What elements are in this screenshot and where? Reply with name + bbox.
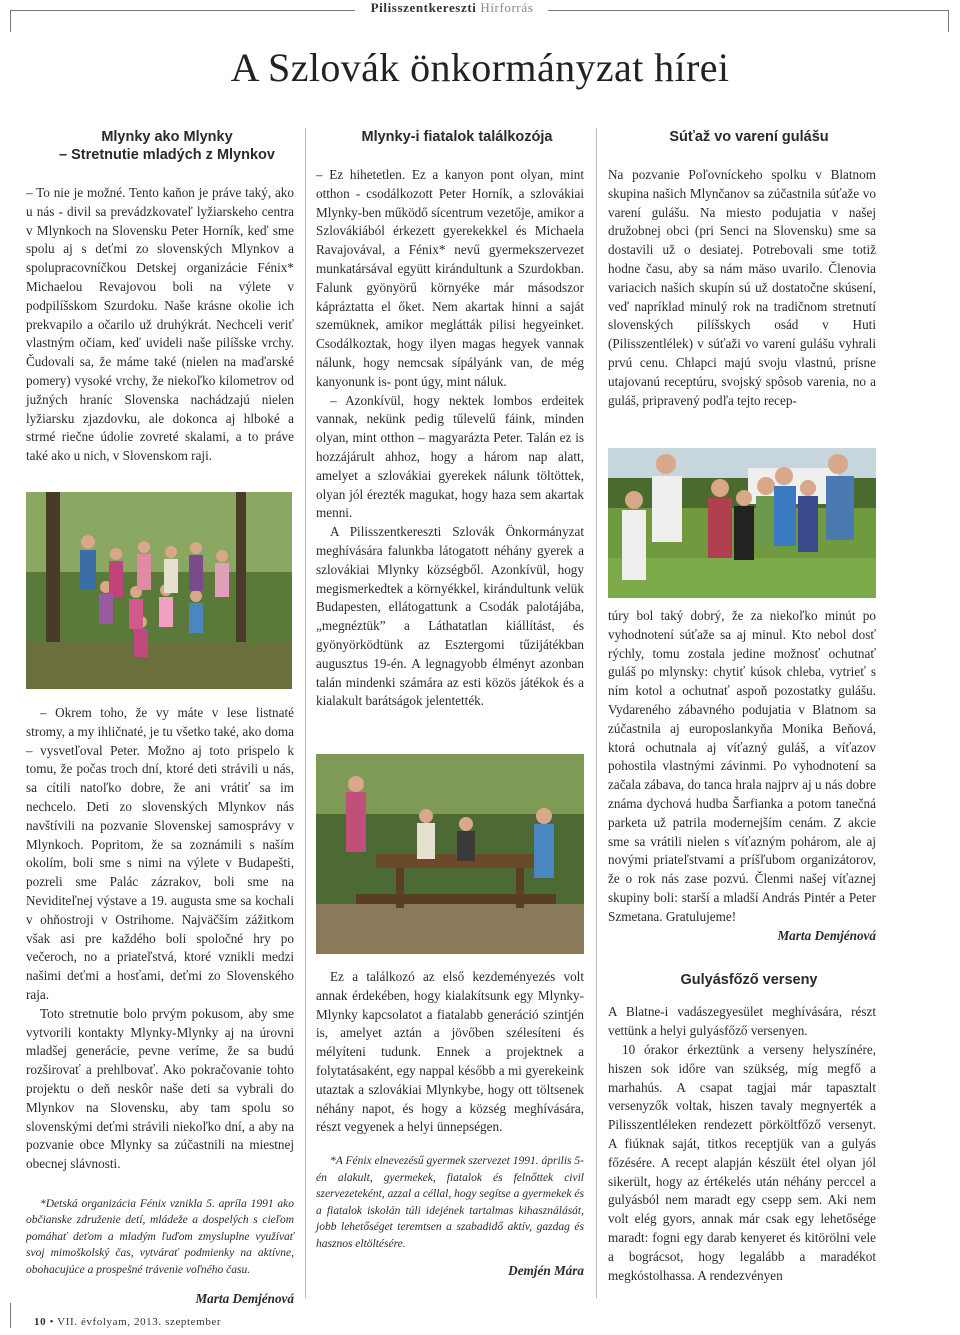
column-slovak-mlynky-top	[26, 128, 294, 466]
column-goulash-contest-bottom	[608, 607, 876, 1285]
footer-rule	[10, 1303, 11, 1328]
header-rule-right	[548, 10, 948, 11]
photo-group-in-forest	[26, 492, 292, 689]
article-paragraph: túry bol taký dobrý, že za niekoľko minút po vyhodnotení súťaže sa aj minul. Kto nebol dosť rýchly, tomu zostala jedine možnosť ochutnať guláš po mlynsky: chytiť kúsok chleba, vytrieť s ním kotol a ochutnať aspoň pozostatky gulášu. Vydareného zábavného podujatia v Blatnom sa zúčastnila aj europoslankyňa Monika Beňová, ktorá ochutnala aj víťazný guláš, a víťazov pohostila vlastnými závinmi. Po vyhodnotení sa začala zábava, do tanca hrala najprv aj u nás dobre známa dychová hudba Šarfianka a potom tanečná parketa už patrila modernejším cenám. Z akcie sme sa vrátili nielen s víťazným pohárom, ale aj novými priateľstvami a príšľubom organizátorov, že o rok nás zase pozvú. Členmi našej víťaznej skupiny boli: starší a mladší András Pintér a Peter Szmetana. Gratulujeme!	[608, 608, 876, 924]
article-footnote: *A Fénix elnevezésű gyermek szervezet 1991. április 5-én alakult, gyermekek, fiatalok és felnőttek civil szervezeteként, azzal a céllal, hogy segítse a gyermekek és a fiatalok iskolán túli idejének tartalmas kihasználását, jobb lehetőséget teremtsen a szabadidő aktív, gazdag és hasznos eltöltésére.	[316, 1155, 584, 1250]
header-corner-left	[10, 10, 11, 32]
article-paragraph: – Azonkívül, hogy nektek lombos erdeitek vannak, nekünk pedig tűlevelű fáink, minden olyan, mint otthon – magyarázta Peter. Talán ez is hozzájárult ahhoz, hogy a három nap alatt, amelyet a szlovákiai gyerekek nálunk töltöttek, olyan jól érezték magukat, hogy haza sem akartak menni.	[316, 392, 584, 521]
column-goulash-contest-top	[608, 128, 876, 410]
issue-info: VII. évfolyam, 2013. szeptember	[57, 1316, 222, 1328]
article-footnote: *Detská organizácia Fénix vznikla 5. apríla 1991 ako občianske združenie detí, mládeže a dospelých s cieľom pomáhať deťom a mladým ľuďom zmysluplne využívať svoj mimoškolský čas, vytvárať podmienky na aktívne, obohacujúce a prospešné trávenie voľného času.	[26, 1197, 294, 1276]
footer-separator-icon: •	[49, 1316, 58, 1328]
column-rule-1	[305, 128, 306, 1298]
article-author: Marta Demjénová	[777, 927, 876, 943]
header-rule-left	[10, 10, 355, 11]
publication-name-bold: Pilisszentkereszti	[370, 0, 477, 15]
publication-name-light: Hírforrás	[480, 0, 534, 15]
article-paragraph: – Okrem toho, že vy máte v lese listnaté stromy, a my ihličnaté, je tu všetko také, ako doma – vysvetľoval Peter. Možno aj toto prispelo k tomu, že počas troch dní, ktoré deti strávili u nás, sa cítili natoľko dobre, že ani vrátiť sa im nechcelo. Deti zo slovenských Mlynkov nás navštívili na pozvanie Slovenskej samosprávy v Mlynkoch. Popritom, že sa zoznámili s naším okolím, boli sme s nimi na výlete v Budapešti, pozreli sme Palác zázrakov, boli sme na Neviditeľnej výstave a 19. augusta sme sa kochali v ohňostroji v Ostrihome. Najväčším zážitkom však asi pre každého boli spoločné hry po večeroch, no a priateľstvá, ktoré vznikli medzi našimi deťmi a hosťami, deťmi zo Slovenského raja.	[26, 705, 294, 1002]
column-hungarian-mlynky-top	[316, 128, 584, 711]
article-paragraph: Na pozvanie Poľovníckeho spolku v Blatnom skupina našich Mlynčanov sa zúčastnila súťaže vo varení gulášu. Na miesto podujatia v našej družobnej obci (pri Senci na Slovensku) sme sa dostavili už o desiatej. Potrebovali sme totiž hodne času, aby sa nám mäso uvarilo. Členovia variacich našich skupín sú už dostatočne skúsení, veď napríklad minulý rok na tradičnom stretnutí slovenských pilíšskych osád v Huti (Pilisszentlélek) v súťaži vo varení gulášu vyhrali prvú cenu. Chlapci majú svoju vlastnú, prísne utajovanú receptúru, svojský spôsob varenia, no a guláš, pripravený podľa tejto recep-	[608, 167, 876, 408]
publication-name	[360, 0, 544, 16]
article-author: Marta Demjénová	[195, 1291, 294, 1307]
article-paragraph: A Blatne-i vadászegyesület meghívására, részt vettünk a helyi gulyásfőző versenyen.	[608, 1004, 876, 1039]
article-heading: Gulyásfőző verseny	[680, 972, 818, 989]
photo-winning-team	[608, 448, 876, 598]
article-paragraph: Toto stretnutie bolo prvým pokusom, aby sme vytvorili kontakty Mlynky-Mlynky aj na úrovni mladšej generácie, pevne veríme, že sa budú rozširovať a prehlbovať. Ako pokračovanie tohto projektu o deň neskôr naše deti sa vybrali do Mlynkov na Slovensku, aby tam spolu so slovenskými deťmi strávili niekoľko dní, a aby na pozvanie obce Mlynky sa zúčastnili na miestnej obecnej slávnosti.	[26, 1005, 294, 1172]
page-number: 10	[34, 1316, 47, 1328]
page-footer	[34, 1316, 221, 1328]
article-heading-line1: Mlynky ako Mlynky	[101, 129, 233, 145]
header-corner-right	[948, 10, 949, 32]
article-paragraph: A Pilisszentkereszti Szlovák Önkormányzat meghívására falunkba látogatott néhány gyerek a szlovákiai Mlynky községből. Azonkívül, hogy megismerkedtek a környékkel, kirándultunk velük Budapesten, ellátogattunk a Csodák palotájába, „megnéztük” a Láthatatlan kiállítást, és gyönyörködtünk az Esztergomi tűzijátékban augusztus 19-én. A legnagyobb élményt azonban talán mindenki számára az esti közös játékok és a kialakult barátságok jelentették.	[316, 524, 584, 709]
article-paragraph: 10 órakor érkeztünk a verseny helyszínére, hiszen sok időre van szükség, míg megfő a marhahús. A csapat tagjai már tapasztalt versenyzők voltak, hiszen tavaly megnyerték a Pilisszentléleken rendezett pörköltfőző versenyt. A fiúknak saját, titkos receptjük van a gulyás főzésére. A recept alapján készült étel olyan jól sikerült, hogy az értékelés után néhány perccel a gulyásból nem maradt egy csepp sem. Aki nem volt elég gyors, annak már csak egy lehetősége maradt: fogni egy darab kenyeret és kitörölni vele a bográcsot, hogy legalább a maradékot megkóstolhassa. A rendezvényen	[608, 1041, 876, 1283]
column-slovak-mlynky-bottom	[26, 704, 294, 1309]
column-rule-2	[596, 128, 597, 1298]
article-paragraph: – To nie je možné. Tento kaňon je práve taký, ako u nás - divil sa prevádzkovateľ lyžiarskeho centra v Mlynkoch na Slovensku Peter Horník, keď sme spolu aj s deťmi zo slovenských Mlynkov a spolupracovníčkou Detskej organizácie Fénix* Michaelou Revajovou boli na výlete v podpilíšskom Szurdoku. Naše krásne okolie ich prekvapilo a očarilo už druhýkrát. Nechceli veriť vlastným očiam, keď uvideli naše pilíšske vrchy. Čudovali sa, že máme také (nielen na maďarské pomery) vysoké vrchy, že niekoľko kilometrov od južných hraníc Slovenska nachádzajú nielen lyžiarsku zjazdovku, ale dokonca aj hlboké a strmé riečne údolie zovreté skalami, a to práve také ako u nich, v Slovenskom raji.	[26, 185, 294, 464]
article-heading-line2: – Stretnutie mladých z Mlynkov	[59, 147, 275, 163]
article-paragraph: Ez a találkozó az első kezdeményezés volt annak érdekében, hogy kialakítsunk egy Mlynky-Mlynky kapcsolatot a fiatalabb generáció szintjén is, amelyet aztán a jövőben szélesíteni és mélyíteni tudunk. Ennek a projektnek a folytatásaként, egy nappal később a mi gyerekeink utaztak a szlovákiai Mlynkybe, hogy ott töltsenek néhány napot, és hogy a község meghívására, részt vegyenek a helyi ünnepségen.	[316, 969, 584, 1135]
article-heading: Mlynky-i fiatalok találkozója	[361, 129, 553, 145]
photo-picnic-table	[316, 754, 584, 954]
article-paragraph: – Ez hihetetlen. Ez a kanyon pont olyan, mint otthon - csodálkozott Peter Horník, a szlovákiai Mlynky-ben működő sícentrum vezetője, amikor a Szlovákiából érkezett gyerekekkel és Michaela Ravajovával, a Fénix* nevű gyermekszervezet munkatársával együtt kirándultunk a Szurdokban. Falunk gyönyörű környéke már másodszor kápráztatta el őket. Nem akartak hinni a saját szemüknek, amikor meglátták pilisi hegyeinket. Csodálkoztak, hogy ilyen magas hegyek vannak nálunk, hogy nemcsak sípályánk van, de még kanyonunk is- pont úgy, mint náluk.	[316, 167, 584, 389]
page-title: A Szlovák önkormányzat hírei	[230, 45, 730, 90]
column-hungarian-mlynky-bottom	[316, 968, 584, 1281]
article-author: Demjén Mára	[508, 1263, 584, 1279]
article-heading: Súťaž vo varení gulášu	[669, 129, 829, 145]
